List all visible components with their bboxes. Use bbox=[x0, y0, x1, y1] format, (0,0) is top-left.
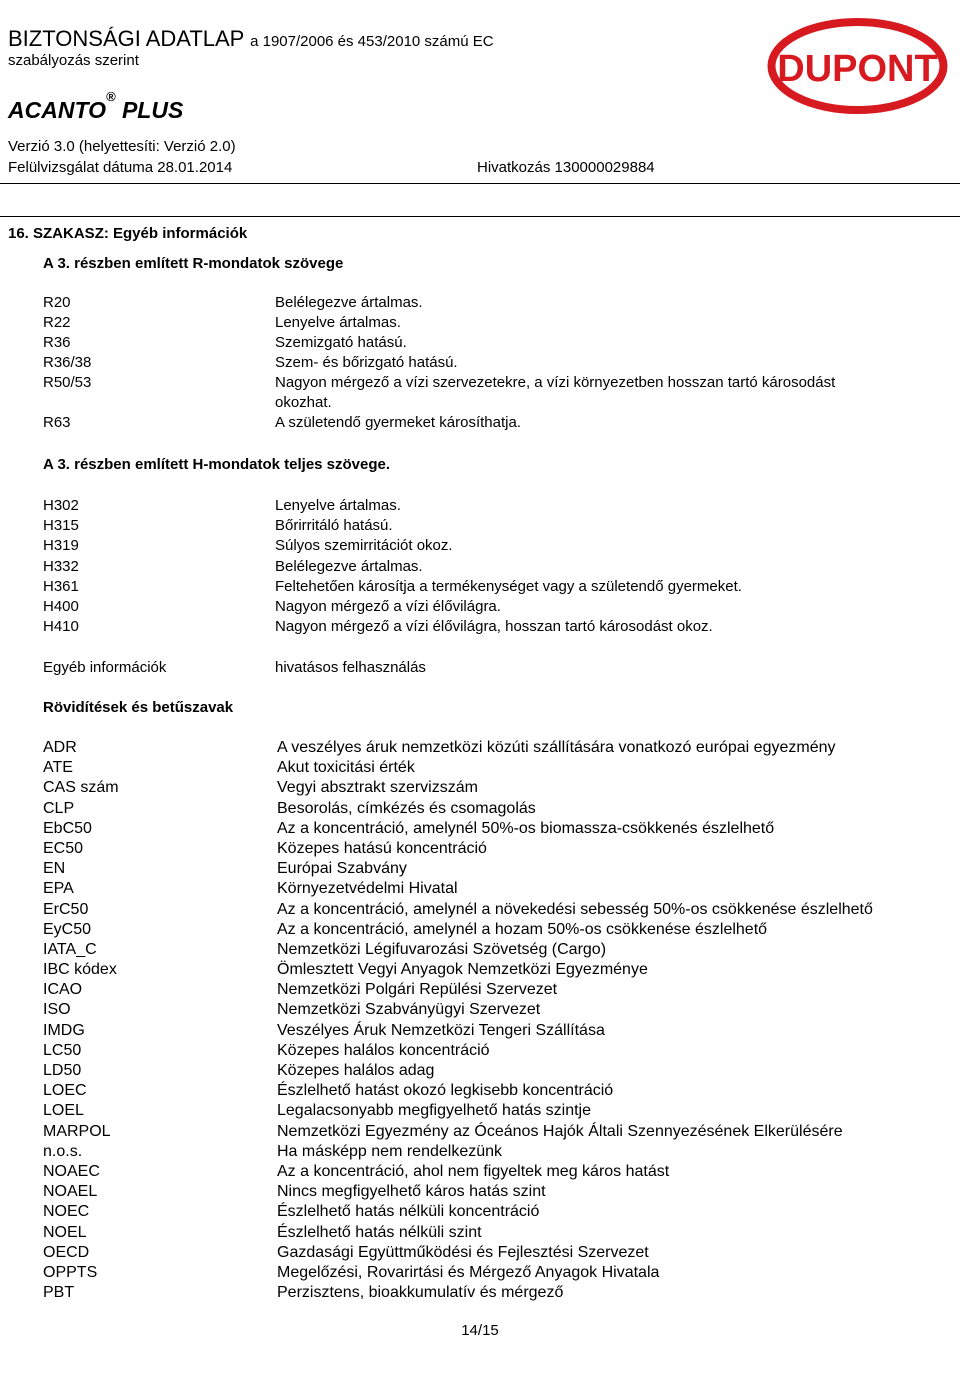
abbreviations-heading: Rövidítések és betűszavak bbox=[43, 699, 234, 716]
phrase-text: A születendő gyermeket károsíthatja. bbox=[275, 414, 521, 431]
phrase-text: Belélegezve ártalmas. bbox=[275, 294, 423, 311]
r-phrases-heading: A 3. részben említett R-mondatok szövege bbox=[43, 255, 344, 272]
abbreviation-code: ISO bbox=[43, 1001, 71, 1019]
abbreviation-text: Közepes halálos adag bbox=[277, 1062, 435, 1079]
page-number: 14/15 bbox=[461, 1322, 499, 1339]
abbreviation-text: Gazdasági Együttműködési és Fejlesztési Szervezet bbox=[277, 1243, 649, 1261]
list-item bbox=[43, 314, 953, 334]
abbreviation-text: Európai Szabvány bbox=[277, 860, 407, 878]
abbreviation-code: ATE bbox=[43, 759, 73, 777]
abbreviation-code: n.o.s. bbox=[43, 1142, 83, 1160]
list-item bbox=[43, 1062, 953, 1082]
abbreviation-code: ADR bbox=[43, 739, 77, 756]
list-item bbox=[43, 294, 953, 314]
list-item bbox=[43, 880, 953, 900]
phrase-code: H400 bbox=[43, 597, 79, 615]
list-item bbox=[43, 1082, 953, 1102]
list-item bbox=[43, 820, 953, 840]
abbreviation-text: Észlelhető hatás nélküli koncentráció bbox=[277, 1203, 540, 1221]
list-item bbox=[43, 414, 953, 434]
abbreviation-code: LOEL bbox=[43, 1102, 84, 1120]
phrase-text: Nagyon mérgező a vízi szervezetekre, a vízi környezetben hosszan tartó károsodást bbox=[275, 374, 836, 391]
abbreviation-text: Akut toxicitási érték bbox=[277, 759, 415, 777]
phrase-text: Belélegezve ártalmas. bbox=[275, 557, 423, 575]
phrase-text: Súlyos szemirritációt okoz. bbox=[275, 537, 453, 555]
abbreviation-text: Az a koncentráció, ahol nem figyeltek meg káros hatást bbox=[277, 1162, 670, 1180]
abbreviation-text: Az a koncentráció, amelynél a hozam 50%-os csökkenése észlelhető bbox=[277, 920, 768, 938]
abbreviation-code: NOEC bbox=[43, 1203, 90, 1221]
phrase-code: H315 bbox=[43, 517, 79, 535]
abbreviation-text: Közepes halálos koncentráció bbox=[277, 1041, 490, 1059]
regulation-continuation: szabályozás szerint bbox=[8, 52, 139, 69]
phrase-text: Lenyelve ártalmas. bbox=[275, 314, 401, 331]
list-item bbox=[43, 941, 953, 961]
abbreviation-code: IATA_C bbox=[43, 940, 97, 958]
dupont-logo bbox=[767, 18, 948, 114]
abbreviation-code: EbC50 bbox=[43, 819, 92, 837]
list-item bbox=[43, 1203, 953, 1223]
abbreviation-code: EyC50 bbox=[43, 920, 92, 938]
list-item bbox=[43, 921, 953, 941]
phrase-code: R36/38 bbox=[43, 354, 92, 371]
logo-text: DUPONT bbox=[777, 48, 938, 90]
abbreviation-code: EC50 bbox=[43, 839, 84, 857]
abbreviation-text: Az a koncentráció, amelynél a növekedési sebesség 50%-os csökkenése észlelhető bbox=[277, 900, 873, 918]
phrase-text: Bőrirritáló hatású. bbox=[275, 517, 393, 535]
abbreviation-code: IBC kódex bbox=[43, 961, 117, 979]
list-item bbox=[43, 1284, 953, 1304]
phrase-code: R36 bbox=[43, 334, 71, 351]
abbreviation-code: ICAO bbox=[43, 981, 83, 999]
list-item bbox=[43, 497, 953, 517]
abbreviation-text: Ömlesztett Vegyi Anyagok Nemzetközi Egyezménye bbox=[277, 961, 648, 979]
abbreviation-text: Nemzetközi Légifuvarozási Szövetség (Cargo) bbox=[277, 940, 607, 958]
list-item bbox=[43, 1163, 953, 1183]
phrase-text: Nagyon mérgező a vízi élővilágra. bbox=[275, 597, 501, 615]
list-item bbox=[43, 558, 953, 578]
abbreviation-text: Besorolás, címkézés és csomagolás bbox=[277, 799, 536, 817]
phrase-code: R20 bbox=[43, 294, 71, 311]
list-item bbox=[43, 1183, 953, 1203]
abbreviation-code: OPPTS bbox=[43, 1263, 98, 1281]
revision-date: Felülvizsgálat dátuma 28.01.2014 bbox=[8, 159, 233, 176]
document-title bbox=[8, 26, 494, 52]
list-item bbox=[43, 1123, 953, 1143]
list-item bbox=[43, 759, 953, 779]
other-info-value: hivatásos felhasználás bbox=[275, 659, 426, 676]
abbreviation-code: LD50 bbox=[43, 1062, 82, 1079]
abbreviation-code: NOAEC bbox=[43, 1162, 100, 1180]
r-phrases-list bbox=[43, 294, 953, 434]
abbreviation-text: Nemzetközi Polgári Repülési Szervezet bbox=[277, 981, 558, 999]
version-text: Verzió 3.0 (helyettesíti: Verzió 2.0) bbox=[8, 138, 236, 155]
list-item bbox=[43, 618, 953, 638]
abbreviation-code: LC50 bbox=[43, 1041, 82, 1059]
list-item bbox=[43, 598, 953, 618]
list-item bbox=[43, 334, 953, 354]
abbreviation-text: Nincs megfigyelhető káros hatás szint bbox=[277, 1183, 546, 1201]
document-title-main: BIZTONSÁGI ADATLAP bbox=[8, 26, 244, 51]
list-item bbox=[43, 537, 953, 557]
abbreviation-code: EN bbox=[43, 860, 66, 878]
phrase-code: R22 bbox=[43, 314, 71, 331]
abbreviation-text: Megelőzési, Rovarirtási és Mérgező Anyagok Hivatala bbox=[277, 1263, 660, 1281]
reference-number: Hivatkozás 130000029884 bbox=[477, 159, 655, 176]
abbreviation-text: Nemzetközi Szabványügyi Szervezet bbox=[277, 1001, 541, 1019]
list-item bbox=[43, 860, 953, 880]
abbreviation-code: PBT bbox=[43, 1284, 75, 1302]
phrase-code: H302 bbox=[43, 497, 79, 514]
list-item bbox=[43, 374, 953, 394]
list-item bbox=[43, 779, 953, 799]
abbreviation-text: Környezetvédelmi Hivatal bbox=[277, 880, 458, 898]
phrase-code: H332 bbox=[43, 557, 79, 575]
abbreviation-text: Veszélyes Áruk Nemzetközi Tengeri Szállítása bbox=[277, 1021, 605, 1039]
list-item bbox=[43, 1102, 953, 1122]
abbreviation-code: OECD bbox=[43, 1243, 90, 1261]
list-item bbox=[43, 840, 953, 860]
list-item bbox=[43, 1042, 953, 1062]
abbreviation-code: CLP bbox=[43, 799, 75, 817]
list-item bbox=[43, 739, 953, 759]
abbreviation-code: EPA bbox=[43, 880, 74, 898]
registered-mark: ® bbox=[105, 89, 116, 105]
regulation-text: a 1907/2006 és 453/2010 számú EC bbox=[250, 33, 494, 50]
phrase-code: R63 bbox=[43, 414, 71, 431]
abbreviation-text: Ha másképp nem rendelkezünk bbox=[277, 1142, 503, 1160]
other-info-label: Egyéb információk bbox=[43, 659, 167, 676]
phrase-code: H410 bbox=[43, 618, 79, 636]
product-name-suffix: PLUS bbox=[121, 97, 184, 123]
list-item bbox=[43, 1143, 953, 1163]
product-name bbox=[8, 89, 184, 124]
abbreviation-code: MARPOL bbox=[43, 1122, 111, 1140]
list-item bbox=[43, 901, 953, 921]
abbreviation-text: Észlelhető hatás nélküli szint bbox=[277, 1223, 482, 1241]
list-item bbox=[43, 800, 953, 820]
abbreviation-code: NOAEL bbox=[43, 1183, 98, 1201]
product-name-main: ACANTO bbox=[8, 97, 106, 123]
phrase-text: Nagyon mérgező a vízi élővilágra, hosszan tartó károsodást okoz. bbox=[275, 618, 713, 636]
list-item bbox=[43, 1224, 953, 1244]
abbreviation-text: Nemzetközi Egyezmény az Óceános Hajók Általi Szennyezésének Elkerülésére bbox=[277, 1122, 843, 1140]
h-phrases-heading: A 3. részben említett H-mondatok teljes szövege. bbox=[43, 456, 391, 473]
abbreviation-code: CAS szám bbox=[43, 779, 119, 797]
section-top-divider bbox=[0, 216, 960, 217]
phrase-code: R50/53 bbox=[43, 374, 92, 391]
phrase-text: okozhat. bbox=[275, 394, 332, 411]
list-item bbox=[43, 578, 953, 598]
abbreviation-text: Vegyi absztrakt szervizszám bbox=[277, 779, 478, 797]
abbreviation-text: Észlelhető hatást okozó legkisebb koncentráció bbox=[277, 1082, 614, 1100]
abbreviation-code: NOEL bbox=[43, 1223, 87, 1241]
list-item bbox=[43, 517, 953, 537]
header-divider bbox=[0, 183, 960, 184]
list-item-continuation bbox=[43, 394, 953, 414]
phrase-text: Szemizgató hatású. bbox=[275, 334, 407, 351]
abbreviation-code: IMDG bbox=[43, 1021, 85, 1039]
phrase-code: H319 bbox=[43, 537, 79, 555]
abbreviation-code: LOEC bbox=[43, 1082, 87, 1100]
phrase-text: Feltehetően károsítja a termékenységet vagy a születendő gyermeket. bbox=[275, 577, 742, 595]
abbreviation-text: Legalacsonyabb megfigyelhető hatás szintje bbox=[277, 1102, 591, 1120]
list-item bbox=[43, 1244, 953, 1264]
list-item bbox=[43, 1001, 953, 1021]
abbreviation-text: A veszélyes áruk nemzetközi közúti szállítására vonatkozó európai egyezmény bbox=[277, 739, 836, 756]
phrase-code: H361 bbox=[43, 577, 79, 595]
list-item bbox=[43, 961, 953, 981]
abbreviation-text: Közepes hatású koncentráció bbox=[277, 839, 487, 857]
list-item bbox=[43, 1264, 953, 1284]
abbreviation-text: Az a koncentráció, amelynél 50%-os biomassza-csökkenés észlelhető bbox=[277, 819, 775, 837]
section-title: 16. SZAKASZ: Egyéb információk bbox=[8, 225, 248, 242]
list-item bbox=[43, 1022, 953, 1042]
abbreviation-text: Perzisztens, bioakkumulatív és mérgező bbox=[277, 1284, 564, 1302]
phrase-text: Lenyelve ártalmas. bbox=[275, 497, 401, 514]
phrase-text: Szem- és bőrizgató hatású. bbox=[275, 354, 458, 371]
list-item bbox=[43, 354, 953, 374]
h-phrases-list bbox=[43, 497, 953, 638]
abbreviation-code: ErC50 bbox=[43, 900, 89, 918]
abbreviations-list bbox=[43, 739, 953, 1304]
list-item bbox=[43, 981, 953, 1001]
